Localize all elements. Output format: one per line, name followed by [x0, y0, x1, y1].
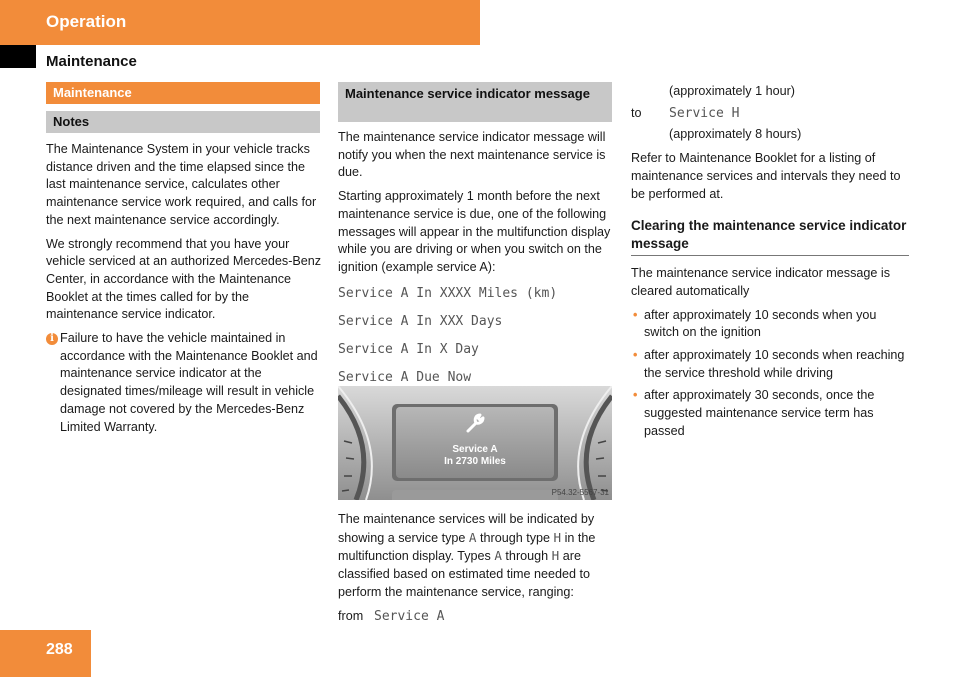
middle-column-lower [338, 511, 616, 631]
service-type-a: A [468, 529, 477, 545]
message-3: Service A In X Day [338, 341, 479, 357]
display-line-1: Service A [452, 444, 498, 455]
indicator-heading-bar: Maintenance service indicator message [338, 82, 612, 122]
cleared-paragraph: The maintenance service indicator message is cleared automatically [631, 266, 890, 298]
service-type-h-2: H [551, 548, 560, 564]
from-label: from [338, 608, 364, 623]
message-2: Service A In XXX Days [338, 313, 503, 329]
info-note [46, 330, 322, 436]
middle-paragraph-1: The maintenance service indicator message will notify you when the next maintenance service is due. [338, 130, 606, 180]
left-paragraph-2: We strongly recommend that you have your vehicle serviced at an authorized Mercedes-Benz Center, in accordance with the Maintenance Booklet at the times called for by the maintenance service indicator. [46, 236, 322, 322]
approx-8-hours: (approximately 8 hours) [669, 127, 802, 142]
display-figure [338, 386, 612, 500]
bullet-text-1: after approximately 10 seconds when you switch on the ignition [644, 307, 877, 340]
para3-part-e: are classified based on estimated time needed to perform the maintenance service, ranging: [338, 549, 591, 599]
bullet-icon: • [633, 307, 638, 322]
message-1: Service A In XXXX Miles (km) [338, 285, 558, 301]
notes-bar: Notes [46, 111, 320, 133]
to-line [631, 105, 909, 123]
from-line [338, 608, 616, 626]
figure-code: P54.32-5567-31 [551, 488, 609, 497]
maintenance-bar: Maintenance [46, 82, 320, 104]
para3-part-a: The maintenance services will be indicated by showing a service type [338, 512, 595, 545]
service-type-a-2: A [494, 548, 502, 564]
display-text [396, 444, 554, 468]
section-title: Maintenance [46, 53, 137, 70]
message-4: Service A Due Now [338, 369, 472, 385]
refer-paragraph: Refer to Maintenance Booklet for a listing of maintenance services and intervals they need to be performed at. [631, 151, 901, 201]
display-line-2: In 2730 Miles [444, 456, 506, 467]
bullet-text-2: after approximately 10 seconds when reaching the service threshold while driving [644, 348, 905, 380]
info-icon: i [46, 333, 58, 345]
instrument-cluster-photo [338, 386, 612, 500]
bullet-icon: • [633, 348, 638, 363]
approx-1-hour: (approximately 1 hour) [669, 84, 795, 98]
wrench-icon [464, 412, 486, 434]
to-label: to [631, 105, 642, 120]
list-item [631, 387, 909, 440]
middle-column [338, 129, 616, 395]
right-column [631, 83, 909, 446]
para3-part-b: through type [476, 530, 554, 545]
section-marker [0, 45, 36, 68]
para3-part-c: in the multifunction display. Types [338, 530, 596, 564]
to-value: Service H [669, 105, 740, 121]
info-note-text: Failure to have the vehicle maintained in accordance with the Maintenance Booklet and maintenance service indicator at the designated times/mileage will result in vehicle damage not covered by the Mercedes-Benz Limited Warranty. [60, 331, 318, 434]
middle-paragraph-2: Starting approximately 1 month before the next maintenance service is due, one of the following messages will appear in the multifunction display while you are driving or when you switch on the ignition (example service A): [338, 189, 611, 274]
clearing-subheading: Clearing the maintenance service indicator message [631, 217, 909, 256]
service-type-h: H [553, 529, 562, 545]
chapter-title: Operation [46, 12, 127, 31]
list-item [631, 347, 909, 382]
from-value: Service A [374, 608, 445, 624]
bullet-text-3: after approximately 30 seconds, once the suggested maintenance service term has passed [644, 388, 875, 438]
para3-part-d: through [501, 549, 552, 564]
middle-paragraph-3 [338, 511, 616, 602]
left-column [46, 141, 322, 436]
bullet-icon: • [633, 388, 638, 403]
left-paragraph-1: The Maintenance System in your vehicle tracks distance driven and the time elapsed since the last maintenance service, calculates other maintenance service work required, and calls for the next maintenance service accordingly. [46, 142, 317, 227]
list-item [631, 307, 909, 342]
page-number: 288 [46, 641, 73, 658]
